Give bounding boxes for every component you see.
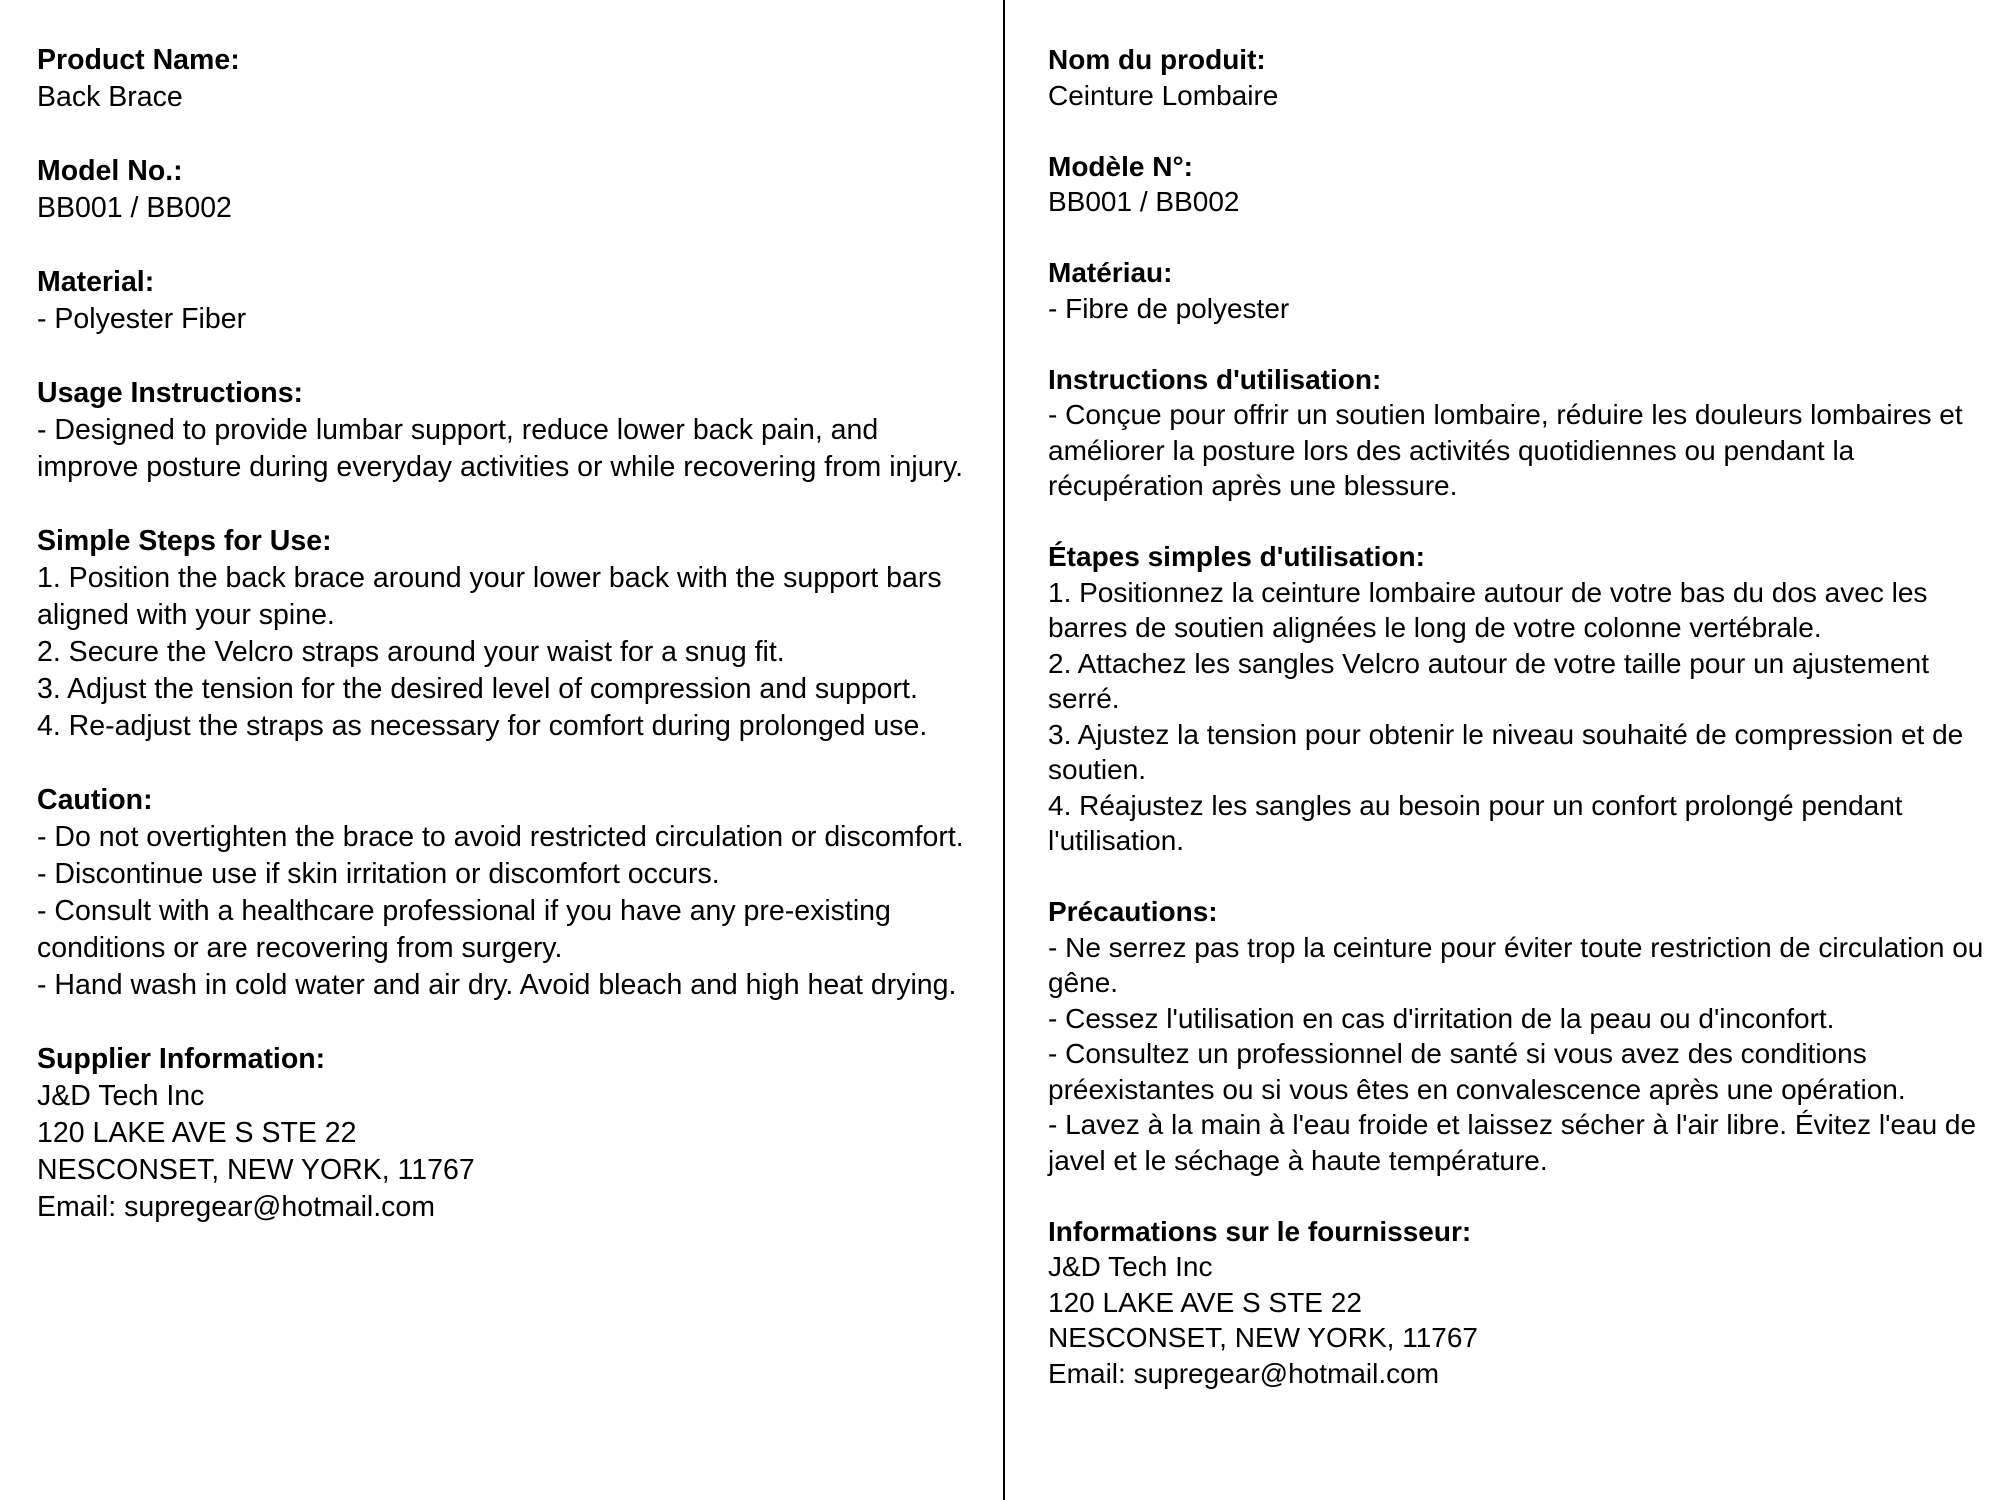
en-product-name-value: Back Brace bbox=[37, 81, 183, 113]
fr-model-value: BB001 / BB002 bbox=[1048, 186, 1240, 217]
en-supplier-heading: Supplier Information: bbox=[37, 1043, 326, 1075]
en-step-3: 3. Adjust the tension for the desired level of compression and support. bbox=[37, 673, 918, 705]
en-caution-2: - Discontinue use if skin irritation or discomfort occurs. bbox=[37, 858, 720, 890]
fr-supplier-city: NESCONSET, NEW YORK, 11767 bbox=[1048, 1322, 1478, 1353]
fr-usage-section bbox=[1048, 362, 1993, 504]
fr-caution-4: - Lavez à la main à l'eau froide et laissez sécher à l'air libre. Évitez l'eau de javel et le séchage à haute température. bbox=[1048, 1109, 1977, 1176]
en-model-section bbox=[37, 153, 987, 227]
en-model-heading: Model No.: bbox=[37, 155, 183, 187]
en-caution-1: - Do not overtighten the brace to avoid restricted circulation or discomfort. bbox=[37, 821, 964, 853]
fr-material-heading: Matériau: bbox=[1048, 257, 1173, 288]
en-supplier-city: NESCONSET, NEW YORK, 11767 bbox=[37, 1154, 475, 1186]
en-material-heading: Material: bbox=[37, 266, 155, 298]
en-caution-heading: Caution: bbox=[37, 784, 153, 816]
en-usage-heading: Usage Instructions: bbox=[37, 377, 304, 409]
en-product-name-heading: Product Name: bbox=[37, 44, 240, 76]
fr-step-2: 2. Attachez les sangles Velcro autour de votre taille pour un ajustement serré. bbox=[1048, 647, 1929, 714]
fr-product-name-heading: Nom du produit: bbox=[1048, 44, 1266, 75]
en-steps-heading: Simple Steps for Use: bbox=[37, 525, 332, 557]
en-caution-4: - Hand wash in cold water and air dry. Avoid bleach and high heat drying. bbox=[37, 969, 957, 1001]
fr-caution-1: - Ne serrez pas trop la ceinture pour éviter toute restriction de circulation ou gêne. bbox=[1048, 931, 1984, 998]
en-usage-section bbox=[37, 375, 987, 486]
en-supplier-section bbox=[37, 1041, 987, 1226]
fr-product-name-value: Ceinture Lombaire bbox=[1048, 79, 1279, 111]
fr-model-heading: Modèle N°: bbox=[1048, 150, 1193, 182]
en-step-1: 1. Position the back brace around your lower back with the support bars aligned with your spine. bbox=[37, 562, 942, 631]
fr-caution-heading: Précautions: bbox=[1048, 896, 1218, 927]
en-supplier-name: J&D Tech Inc bbox=[37, 1080, 205, 1112]
fr-step-3: 3. Ajustez la tension pour obtenir le niveau souhaité de compression et de soutien. bbox=[1048, 718, 1964, 785]
french-column bbox=[1048, 42, 1993, 1391]
en-material-value: - Polyester Fiber bbox=[37, 303, 247, 335]
fr-caution-2: - Cessez l'utilisation en cas d'irritation de la peau ou d'inconfort. bbox=[1048, 1002, 1835, 1034]
fr-material-value: - Fibre de polyester bbox=[1048, 292, 1290, 324]
en-caution-3: - Consult with a healthcare professional if you have any pre-existing conditions or are recovering from surgery. bbox=[37, 895, 891, 964]
column-divider bbox=[1003, 0, 1005, 1500]
fr-caution-section bbox=[1048, 894, 1993, 1178]
fr-product-name-section bbox=[1048, 42, 1993, 113]
en-step-2: 2. Secure the Velcro straps around your waist for a snug fit. bbox=[37, 636, 785, 668]
fr-supplier-email: Email: supregear@hotmail.com bbox=[1048, 1357, 1440, 1389]
fr-usage-heading: Instructions d'utilisation: bbox=[1048, 363, 1382, 395]
en-caution-section bbox=[37, 782, 987, 1004]
fr-caution-3: - Consultez un professionnel de santé si vous avez des conditions préexistantes ou si vous êtes en convalescence après une opération. bbox=[1048, 1038, 1906, 1105]
fr-usage-text: - Conçue pour offrir un soutien lombaire, réduire les douleurs lombaires et améliorer la posture lors des activités quotidiennes ou pendant la récupération après une blessure. bbox=[1048, 399, 1963, 501]
fr-supplier-section bbox=[1048, 1214, 1993, 1392]
fr-supplier-name: J&D Tech Inc bbox=[1048, 1251, 1213, 1282]
en-supplier-email: Email: supregear@hotmail.com bbox=[37, 1191, 435, 1223]
fr-step-4: 4. Réajustez les sangles au besoin pour un confort prolongé pendant l'utilisation. bbox=[1048, 789, 1903, 856]
english-column bbox=[37, 42, 987, 1226]
en-product-name-section bbox=[37, 42, 987, 116]
en-material-section bbox=[37, 264, 987, 338]
en-usage-text: - Designed to provide lumbar support, reduce lower back pain, and improve posture during everyday activities or while recovering from injury. bbox=[37, 414, 964, 483]
fr-supplier-address: 120 LAKE AVE S STE 22 bbox=[1048, 1286, 1362, 1318]
fr-supplier-heading: Informations sur le fournisseur: bbox=[1048, 1215, 1472, 1247]
en-step-4: 4. Re-adjust the straps as necessary for comfort during prolonged use. bbox=[37, 710, 928, 742]
en-supplier-address: 120 LAKE AVE S STE 22 bbox=[37, 1117, 357, 1149]
en-steps-section bbox=[37, 523, 987, 745]
fr-material-section bbox=[1048, 255, 1993, 326]
fr-steps-heading: Étapes simples d'utilisation: bbox=[1048, 541, 1425, 572]
fr-steps-section bbox=[1048, 539, 1993, 859]
en-model-value: BB001 / BB002 bbox=[37, 192, 232, 224]
fr-step-1: 1. Positionnez la ceinture lombaire autour de votre bas du dos avec les barres de soutien alignées le long de votre colonne vertébrale. bbox=[1048, 576, 1928, 643]
fr-model-section bbox=[1048, 149, 1993, 220]
